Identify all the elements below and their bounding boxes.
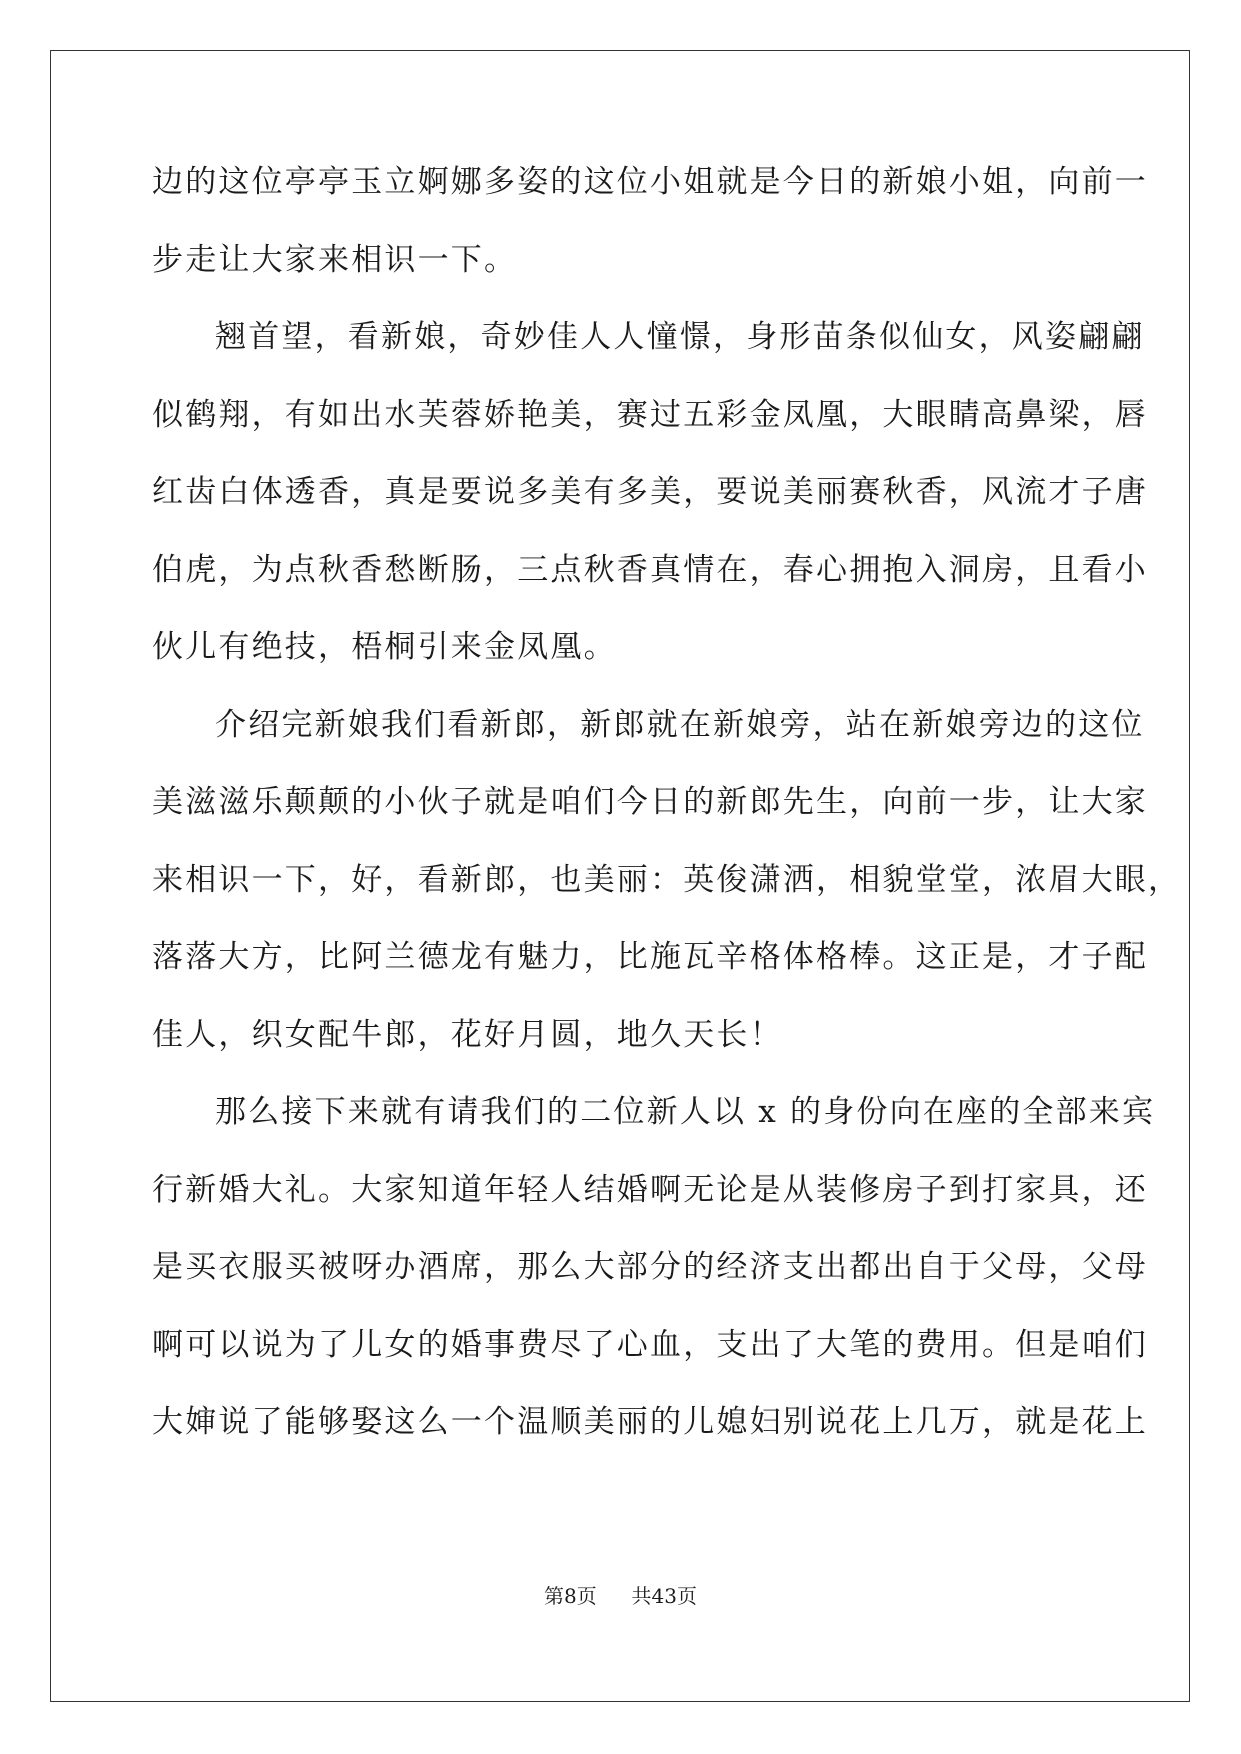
- text-line: 啊可以说为了儿女的婚事费尽了心血，支出了大笔的费用。但是咱们: [152, 1326, 1148, 1363]
- text-line: 佳人，织女配牛郎，花好月圆，地久天长！: [152, 1016, 783, 1053]
- text-line: 边的这位亭亭玉立婀娜多姿的这位小姐就是今日的新娘小姐，向前一: [152, 164, 1148, 200]
- text-line: 红齿白体透香，真是要说多美有多美，要说美丽赛秋香，风流才子唐: [152, 474, 1148, 510]
- text-line: 是买衣服买被呀办酒席，那么大部分的经济支出都出自于父母，父母: [152, 1249, 1148, 1285]
- text-line: 翘首望，看新娘，奇妙佳人人憧憬，身形苗条似仙女，风姿翩翩: [215, 319, 1145, 355]
- text-line: 介绍完新娘我们看新郎，新郎就在新娘旁，站在新娘旁边的这位: [215, 706, 1145, 743]
- text-line: 行新婚大礼。大家知道年轻人结婚啊无论是从装修房子到打家具，还: [152, 1171, 1148, 1208]
- page-number: 第8页: [544, 1584, 597, 1608]
- text-line: 大婶说了能够娶这么一个温顺美丽的儿媳妇别说花上几万，就是花上: [152, 1404, 1148, 1440]
- text-line: 伙儿有绝技，梧桐引来金凤凰。: [152, 629, 617, 665]
- text-line: 那么接下来就有请我们的二位新人以 x 的身份向在座的全部来宾: [215, 1094, 1156, 1130]
- text-line: 步走让大家来相识一下。: [152, 241, 518, 278]
- text-line: 落落大方，比阿兰德龙有魅力，比施瓦辛格体格棒。这正是，才子配: [152, 939, 1148, 975]
- text-line: 似鹤翔，有如出水芙蓉娇艳美，赛过五彩金凤凰，大眼睛高鼻梁，唇: [152, 396, 1148, 433]
- page-footer: [0, 1580, 1241, 1609]
- text-line: 来相识一下，好，看新郎，也美丽：英俊潇洒，相貌堂堂，浓眉大眼，: [152, 861, 1182, 898]
- text-line: 美滋滋乐颠颠的小伙子就是咱们今日的新郎先生，向前一步，让大家: [152, 784, 1148, 820]
- page-total: 共43页: [631, 1584, 697, 1608]
- document-body: [152, 144, 1182, 1462]
- text-line: 伯虎，为点秋香愁断肠，三点秋香真情在，春心拥抱入洞房，且看小: [152, 551, 1148, 588]
